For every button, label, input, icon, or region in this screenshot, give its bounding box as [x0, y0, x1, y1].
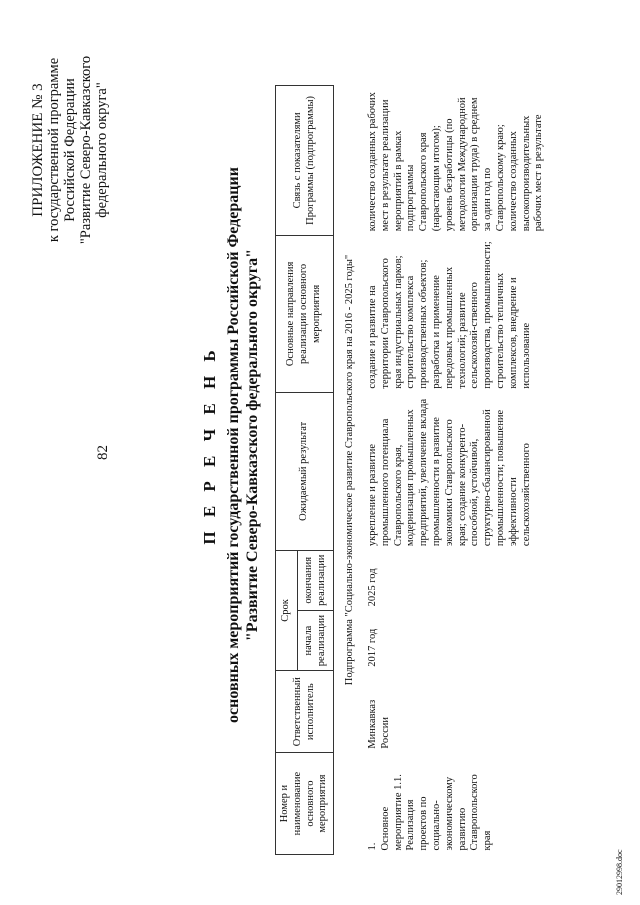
title-heading: П Е Р Е Ч Е Н Ь [200, 345, 219, 545]
cell-result: укрепление и развитие промышленного потенциала Ставропольского края, модернизация промышленных предприятий, увеличение вклада промышленности в развитие экономики Ставропольского края; создание конкуренто-способной, устойчивой, структурно-сбалансированной промышленности; повышение эффективности сельскохозяйственного [366, 398, 532, 547]
appendix-line: Российской Федерации [62, 78, 78, 222]
cell-end: 2025 год [366, 568, 378, 607]
header-term-end: окончания реализации [297, 550, 333, 610]
appendix-title: ПРИЛОЖЕНИЕ № 3 [30, 83, 46, 217]
title-line: "Развитие Северо-Кавказского федерального округа" [244, 248, 261, 642]
page-number: 82 [95, 445, 111, 460]
header-term: Срок [276, 550, 298, 671]
subprogram-title: Подпрограмма "Социально-экономическое развитие Ставропольского края на 2016 - 2025 годы" [344, 254, 356, 686]
cell-number-name [363, 753, 549, 855]
appendix-line: к государственной программе [46, 57, 62, 243]
header-indicators: Связь с показателями Программы (подпрограммы) [276, 86, 334, 236]
header-executor: Ответственный исполнитель [276, 671, 334, 753]
document-title [200, 105, 262, 785]
cell-directions: создание и развитие на территории Ставропольского края индустриальных парков; строительство комплекса производственных объектов; разработка и применение передовых промышленных технологий; развитие сельскохозяй-ственного производства, промышленности; строительство тепличных комплексов, внедрение и использование [366, 241, 532, 389]
header-number-name: Номер и наименование основного мероприятия [276, 753, 334, 855]
appendix-line: "Развитие Северо-Кавказского [78, 55, 94, 245]
header-term-start: начала реализации [297, 610, 333, 670]
row-name: Основное мероприятие 1.1. Реализация проектов по социально-экономическому развитию Ставропольского края [379, 774, 494, 851]
title-line: основных мероприятий государственной программы Российской Федерации [225, 167, 242, 723]
subprogram-row [334, 86, 363, 855]
measures-table [275, 85, 549, 855]
appendix-line: федерального округа" [94, 82, 110, 218]
table-header-row [276, 86, 298, 855]
document-reference: 29012998.doc [615, 849, 624, 895]
table-row [363, 86, 549, 855]
cell-indicators: количество созданных рабочих мест в результате реализации мероприятий в рамках подпрограммы Ставропольского края (нарастающим итогом); уровень безработицы (по методологии Международной организации труда) в среднем за один год по Ставропольскому краю; количество созданных высокопроизводительных рабочих мест в результате [366, 92, 545, 232]
cell-start: 2017 год [366, 628, 378, 667]
header-directions: Основные направления реализации основного мероприятия [276, 235, 334, 392]
header-result: Ожидаемый результат [276, 393, 334, 551]
row-number: 1. [366, 842, 378, 851]
appendix-block [30, 25, 110, 275]
cell-executor: Минкавказ России [366, 699, 391, 749]
